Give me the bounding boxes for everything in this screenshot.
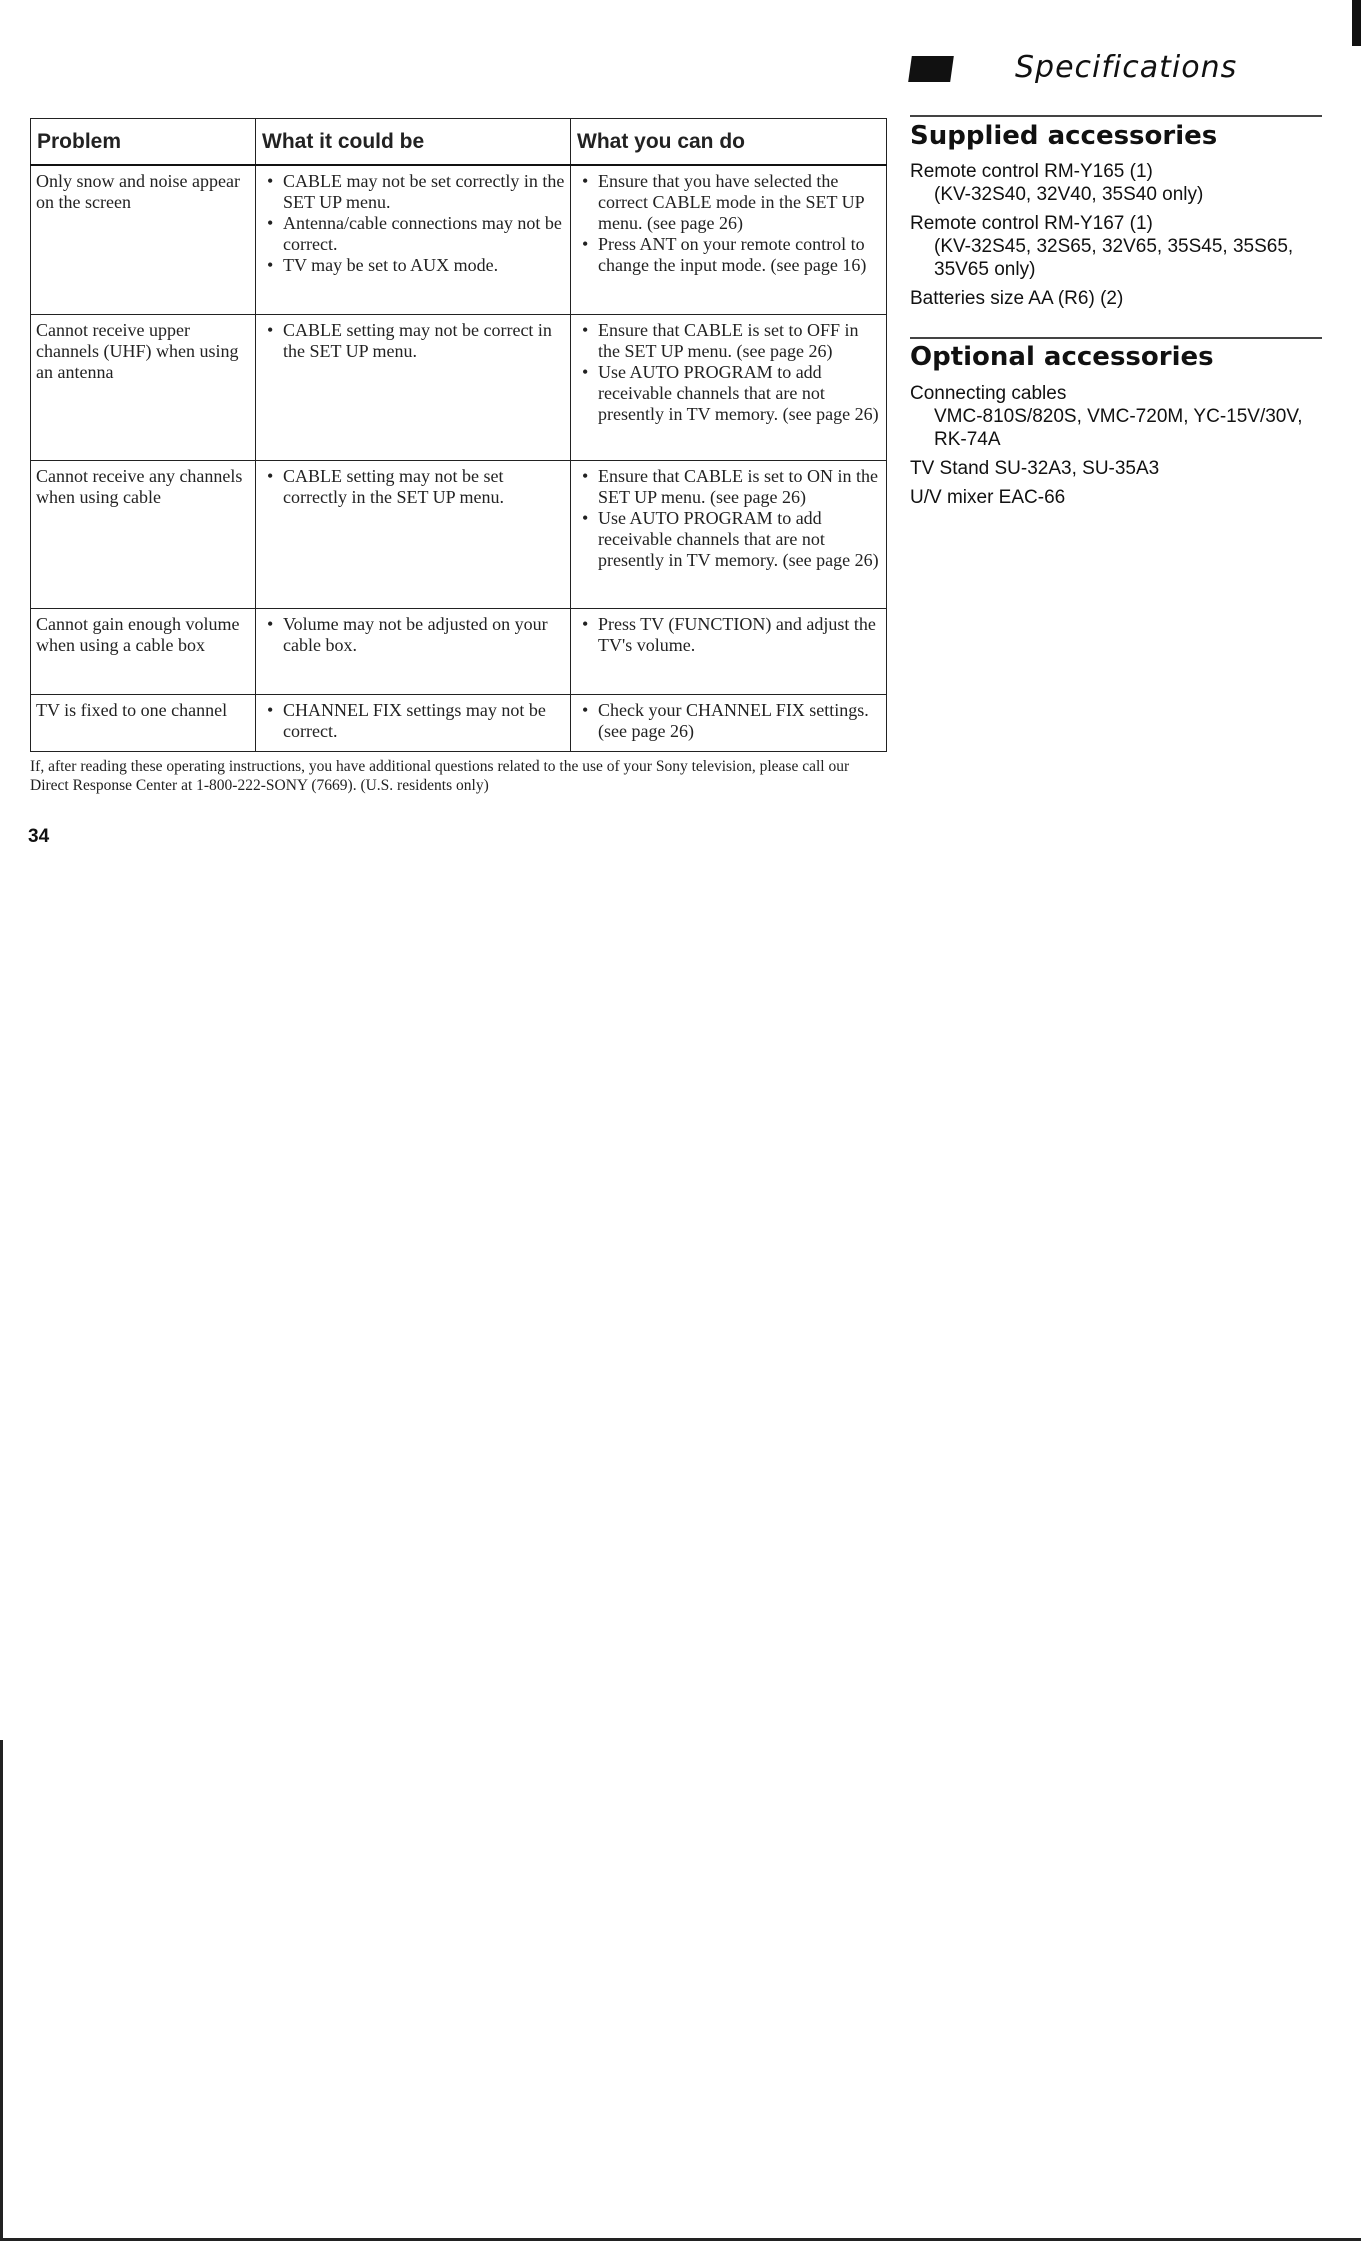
accessory-note: (KV-32S45, 32S65, 32V65, 35S45, 35S65, 35V65 only): [934, 236, 1294, 280]
problem-cell: TV is fixed to one channel: [31, 695, 256, 752]
column-header-cause: What it could be: [256, 119, 571, 165]
remedy-item: • Press ANT on your remote control to change the input mode. (see page 16): [576, 234, 881, 276]
cause-cell: [256, 609, 571, 695]
remedy-item: • Use AUTO PROGRAM to add receivable channels that are not presently in TV memory. (see page 26): [576, 362, 881, 425]
supplied-accessories-list: [910, 160, 1330, 316]
optional-accessories-list: [910, 382, 1330, 515]
accessory-name: U/V mixer EAC-66: [910, 487, 1066, 508]
list-item: [910, 382, 1330, 451]
cause-item: • CABLE setting may not be correct in the SET UP menu.: [261, 320, 565, 362]
cause-cell: [256, 315, 571, 461]
accessory-note: VMC-810S/820S, VMC-720M, YC-15V/30V, RK-74A: [934, 406, 1303, 450]
table-header-row: [31, 119, 887, 165]
cause-cell: [256, 461, 571, 609]
section-divider: [910, 115, 1322, 117]
list-item: [910, 160, 1330, 206]
cause-item: • CABLE may not be set correctly in the SET UP menu.: [261, 171, 565, 213]
section-divider: [910, 337, 1322, 339]
column-header-remedy: What you can do: [571, 119, 887, 165]
remedy-item: • Ensure that CABLE is set to OFF in the SET UP menu. (see page 26): [576, 320, 881, 362]
accessory-name: Remote control RM-Y167 (1): [910, 213, 1153, 234]
cause-cell: [256, 165, 571, 315]
remedy-item: • Ensure that CABLE is set to ON in the SET UP menu. (see page 26): [576, 466, 881, 508]
problem-cell: Cannot receive upper channels (UHF) when using an antenna: [31, 315, 256, 461]
troubleshooting-table: [30, 118, 887, 752]
cause-item: • Antenna/cable connections may not be correct.: [261, 213, 565, 255]
remedy-item: • Ensure that you have selected the correct CABLE mode in the SET UP menu. (see page 26): [576, 171, 881, 234]
remedy-cell: [571, 609, 887, 695]
table-row: [31, 609, 887, 695]
page-number: 34: [28, 826, 50, 847]
cause-item: • CHANNEL FIX settings may not be correct.: [261, 700, 565, 742]
column-header-problem: Problem: [31, 119, 256, 165]
page-edge-mark: [1352, 0, 1361, 46]
help-footnote: If, after reading these operating instructions, you have additional questions related to the use of your Sony television, please call our Direct Response Center at 1-800-222-SONY (7669). (U.S. residents only): [30, 758, 850, 794]
scan-left-edge: [0, 1740, 3, 2240]
supplied-accessories-title: Supplied accessories: [910, 121, 1218, 151]
cause-item: • CABLE setting may not be set correctly in the SET UP menu.: [261, 466, 565, 508]
problem-cell: Only snow and noise appear on the screen: [31, 165, 256, 315]
problem-cell: Cannot gain enough volume when using a cable box: [31, 609, 256, 695]
accessory-name: Remote control RM-Y165 (1): [910, 161, 1153, 182]
remedy-cell: [571, 695, 887, 752]
list-item: [910, 287, 1330, 310]
list-item: [910, 212, 1330, 281]
accessory-name: Batteries size AA (R6) (2): [910, 288, 1124, 309]
remedy-item: • Check your CHANNEL FIX settings. (see page 26): [576, 700, 881, 742]
table-row: [31, 315, 887, 461]
accessory-note: (KV-32S40, 32V40, 35S40 only): [934, 184, 1204, 205]
optional-accessories-title: Optional accessories: [910, 342, 1214, 372]
problem-cell: Cannot receive any channels when using cable: [31, 461, 256, 609]
list-item: [910, 457, 1330, 480]
table-row: [31, 165, 887, 315]
table-row: [31, 695, 887, 752]
table-row: [31, 461, 887, 609]
accessory-name: Connecting cables: [910, 383, 1067, 404]
remedy-cell: [571, 461, 887, 609]
remedy-item: • Press TV (FUNCTION) and adjust the TV's volume.: [576, 614, 881, 656]
page-header-title: Specifications: [1015, 50, 1238, 85]
remedy-item: • Use AUTO PROGRAM to add receivable channels that are not presently in TV memory. (see page 26): [576, 508, 881, 571]
section-tab-block: [908, 56, 954, 82]
cause-item: • Volume may not be adjusted on your cable box.: [261, 614, 565, 656]
accessory-name: TV Stand SU-32A3, SU-35A3: [910, 458, 1160, 479]
remedy-cell: [571, 315, 887, 461]
cause-item: • TV may be set to AUX mode.: [261, 255, 565, 276]
cause-cell: [256, 695, 571, 752]
list-item: [910, 486, 1330, 509]
remedy-cell: [571, 165, 887, 315]
